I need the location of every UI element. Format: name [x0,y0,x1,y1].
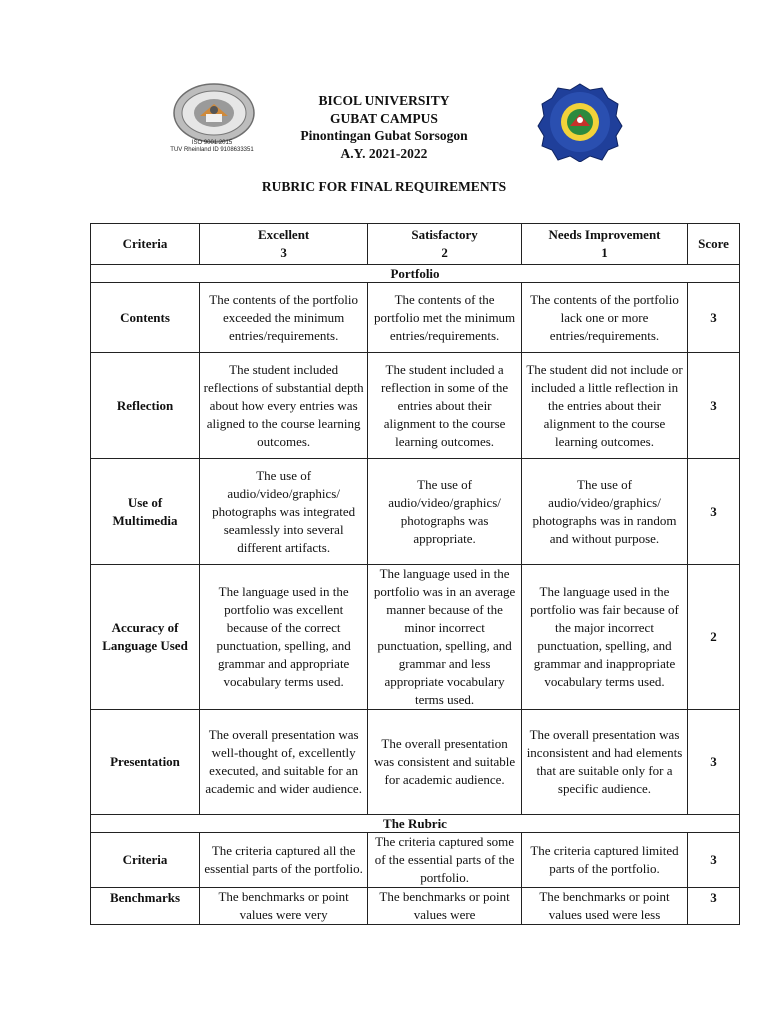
score-cell: 2 [688,565,740,710]
criteria-cell: Benchmarks [91,888,200,925]
header-satisfactory: Satisfactory 2 [368,224,522,265]
criteria-cell: Criteria [91,833,200,888]
score-cell: 3 [688,353,740,459]
campus-address: Pinontingan Gubat Sorsogon [300,128,468,143]
needs-improvement-cell: The use of audio/video/graphics/ photographs was in random and without purpose. [521,459,687,565]
excellent-cell: The criteria captured all the essential parts of the portfolio. [200,833,368,888]
satisfactory-cell: The student included a reflection in some of the entries about their alignment to the course learning outcomes. [368,353,522,459]
university-header [254,92,514,162]
needs-improvement-cell: The student did not include or included a little reflection in the entries about their alignment to the course learning outcomes. [521,353,687,459]
academic-year: A.Y. 2021-2022 [340,145,428,161]
header-criteria: Criteria [91,224,200,265]
score-cell: 3 [688,888,740,925]
score-cell: 3 [688,283,740,353]
criteria-cell: Contents [91,283,200,353]
campus-name: GUBAT CAMPUS [330,110,438,126]
excellent-cell: The benchmarks or point values were very [200,888,368,925]
excellent-cell: The language used in the portfolio was excellent because of the correct punctuation, spelling, and grammar and appropriate vocabulary terms used. [200,565,368,710]
university-name: BICOL UNIVERSITY [318,93,450,108]
excellent-cell: The student included reflections of substantial depth about how every entries was aligned to the course learning outcomes. [200,353,368,459]
satisfactory-cell: The overall presentation was consistent and suitable for academic audience. [368,710,522,815]
document-title: RUBRIC FOR FINAL REQUIREMENTS [261,179,507,194]
satisfactory-cell: The use of audio/video/graphics/ photographs was appropriate. [368,459,522,565]
score-cell: 3 [688,833,740,888]
criteria-cell: Reflection [91,353,200,459]
table-row [91,459,740,565]
score-cell: 3 [688,459,740,565]
satisfactory-cell: The benchmarks or point values were [368,888,522,925]
satisfactory-cell: The language used in the portfolio was in an average manner because of the minor incorrect punctuation, spelling, and grammar and less appropriate vocabulary terms used. [368,565,522,710]
bicol-university-seal-left [172,82,256,144]
rubric-table [90,223,740,925]
header-excellent: Excellent 3 [200,224,368,265]
section-row-rubric [91,815,740,833]
table-row [91,565,740,710]
header-needs-improvement: Needs Improvement 1 [521,224,687,265]
table-row [91,710,740,815]
section-row-portfolio [91,265,740,283]
criteria-cell: Use of Multimedia [91,459,200,565]
table-header-row [91,224,740,265]
needs-improvement-cell: The benchmarks or point values used were less [521,888,687,925]
needs-improvement-cell: The language used in the portfolio was fair because of the major incorrect punctuation, spelling, and grammar and inappropriate vocabulary terms used. [521,565,687,710]
iso-certification: ISO 9001:2015 TUV Rheinland ID 9108633351 [170,140,254,153]
table-row [91,888,740,925]
section-label: The Rubric [91,815,740,833]
table-row [91,833,740,888]
needs-improvement-cell: The contents of the portfolio lack one or more entries/requirements. [521,283,687,353]
excellent-cell: The overall presentation was well-thought of, excellently executed, and suitable for an academic and wider audience. [200,710,368,815]
criteria-cell: Presentation [91,710,200,815]
gubat-campus-seal-right [536,82,624,162]
excellent-cell: The contents of the portfolio exceeded the minimum entries/requirements. [200,283,368,353]
criteria-cell: Accuracy of Language Used [91,565,200,710]
section-label: Portfolio [91,265,740,283]
score-cell: 3 [688,710,740,815]
table-row [91,353,740,459]
needs-improvement-cell: The overall presentation was inconsistent and had elements that are suitable only for a specific audience. [521,710,687,815]
needs-improvement-cell: The criteria captured limited parts of the portfolio. [521,833,687,888]
header-score: Score [688,224,740,265]
table-row [91,283,740,353]
satisfactory-cell: The contents of the portfolio met the minimum entries/requirements. [368,283,522,353]
satisfactory-cell: The criteria captured some of the essential parts of the portfolio. [368,833,522,888]
excellent-cell: The use of audio/video/graphics/ photographs was integrated seamlessly into several different artifacts. [200,459,368,565]
